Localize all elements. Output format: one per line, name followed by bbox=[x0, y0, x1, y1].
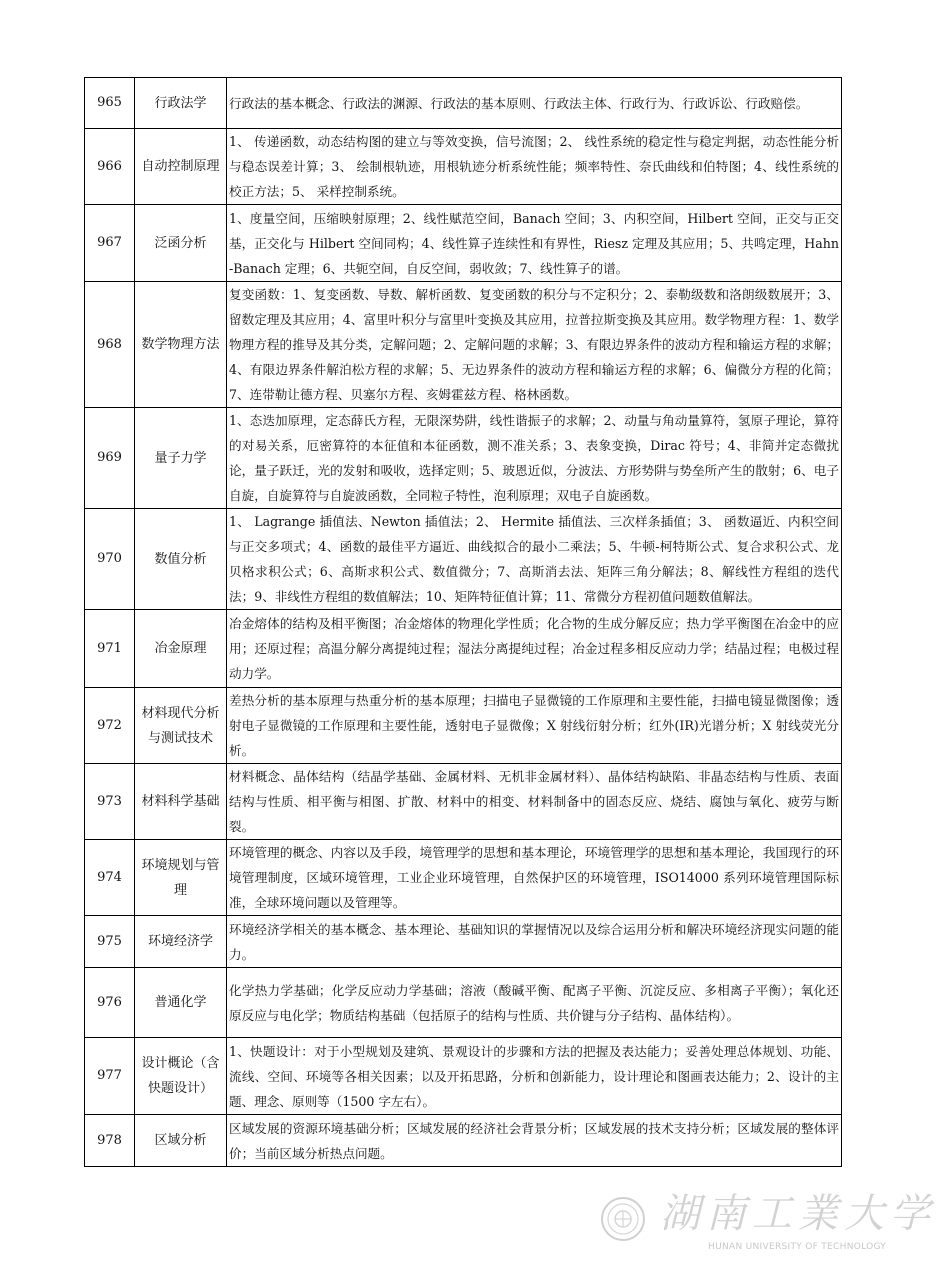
course-description: 1、 传递函数，动态结构图的建立与等效变换，信号流图；2、 线性系统的稳定性与稳定判据，动态性能分析与稳态误差计算；3、 绘制根轨迹，用根轨迹分析系统性能；频率特性、奈氏曲线和伯特图；4、线性系统的校正方法；5、 采样控制系统。 bbox=[227, 129, 842, 205]
course-description: 行政法的基本概念、行政法的渊源、行政法的基本原则、行政法主体、行政行为、行政诉讼、行政赔偿。 bbox=[227, 78, 842, 129]
course-description: 区域发展的资源环境基础分析；区域发展的经济社会背景分析；区域发展的技术支持分析；区域发展的整体评价；当前区域分析热点问题。 bbox=[227, 1115, 842, 1167]
course-description: 化学热力学基础；化学反应动力学基础；溶液（酸碱平衡、配离子平衡、沉淀反应、多相离子平衡）；氧化还原反应与电化学；物质结构基础（包括原子的结构与性质、共价键与分子结构、晶体结构）。 bbox=[227, 968, 842, 1038]
course-code: 971 bbox=[85, 610, 135, 688]
course-name: 材料现代分析与测试技术 bbox=[135, 688, 227, 764]
course-code: 978 bbox=[85, 1115, 135, 1167]
course-code: 973 bbox=[85, 764, 135, 840]
watermark-name: 湖南工業大学 bbox=[660, 1191, 936, 1237]
course-code: 975 bbox=[85, 916, 135, 968]
course-name: 普通化学 bbox=[135, 968, 227, 1038]
watermark-name-en: HUNAN UNIVERSITY OF TECHNOLOGY bbox=[708, 1242, 887, 1252]
table-row bbox=[85, 610, 842, 688]
table-row bbox=[85, 408, 842, 509]
course-name: 设计概论（含快题设计） bbox=[135, 1038, 227, 1115]
course-description: 1、 Lagrange 插值法、Newton 插值法；2、 Hermite 插值法、三次样条插值；3、 函数逼近、内积空间与正交多项式；4、函数的最佳平方逼近、曲线拟合的最小二乘法；5、牛顿-柯特斯公式、复合求积公式、龙贝格求积公式；6、高斯求积公式、数值微分；7、高斯消去法、矩阵三角分解法；8、解线性方程组的迭代法；9、非线性方程组的数值解法；10、矩阵特征值计算；11、常微分方程初值问题数值解法。 bbox=[227, 509, 842, 610]
syllabus-table bbox=[84, 77, 842, 1167]
table-row bbox=[85, 78, 842, 129]
course-code: 977 bbox=[85, 1038, 135, 1115]
table-row bbox=[85, 1038, 842, 1115]
course-description: 环境管理的概念、内容以及手段，境管理学的思想和基本理论，环境管理学的思想和基本理论，我国现行的环境管理制度，区域环境管理，工业企业环境管理，自然保护区的环境管理，ISO14000 系列环境管理国际标准，全球环境问题以及管理等。 bbox=[227, 840, 842, 916]
course-description: 复变函数：1、复变函数、导数、解析函数、复变函数的积分与不定积分；2、泰勒级数和洛朗级数展开；3、留数定理及其应用；4、富里叶积分与富里叶变换及其应用，拉普拉斯变换及其应用。数学物理方程：1、数学物理方程的推导及其分类，定解问题；2、定解问题的求解；3、有限边界条件的波动方程和输运方程的求解；4、有限边界条件解泊松方程的求解；5、无边界条件的波动方程和输运方程的求解；6、偏微分方程的化简；7、连带勒让德方程、贝塞尔方程、亥姆霍兹方程、格林函数。 bbox=[227, 282, 842, 408]
table-row bbox=[85, 1115, 842, 1167]
table-row bbox=[85, 205, 842, 282]
course-name: 数值分析 bbox=[135, 509, 227, 610]
course-description: 1、快题设计：对于小型规划及建筑、景观设计的步骤和方法的把握及表达能力；妥善处理总体规划、功能、流线、空间、环境等各相关因素；以及开拓思路，分析和创新能力，设计理论和图画表达能力；2、设计的主题、理念、原则等（1500 字左右）。 bbox=[227, 1038, 842, 1115]
course-code: 966 bbox=[85, 129, 135, 205]
course-name: 环境规划与管理 bbox=[135, 840, 227, 916]
course-name: 量子力学 bbox=[135, 408, 227, 509]
course-name: 区域分析 bbox=[135, 1115, 227, 1167]
course-name: 泛函分析 bbox=[135, 205, 227, 282]
table-row bbox=[85, 129, 842, 205]
course-name: 自动控制原理 bbox=[135, 129, 227, 205]
course-description: 1、态迭加原理，定态薛氏方程，无限深势阱，线性谐振子的求解；2、动量与角动量算符，氢原子理论，算符的对易关系，厄密算符的本征值和本征函数，测不准关系；3、表象变换，Dirac 符号；4、非简并定态微扰论，量子跃迁，光的发射和吸收，选择定则；5、玻恩近似，分波法、方形势阱与势垒所产生的散射；6、电子自旋，自旋算符与自旋波函数，全同粒子特性，泡利原理；双电子自旋函数。 bbox=[227, 408, 842, 509]
course-name: 冶金原理 bbox=[135, 610, 227, 688]
course-description: 差热分析的基本原理与热重分析的基本原理；扫描电子显微镜的工作原理和主要性能，扫描电镜显微图像；透射电子显微镜的工作原理和主要性能，透射电子显微像；X 射线衍射分析；红外(IR)光谱分析；X 射线荧光分析。 bbox=[227, 688, 842, 764]
course-name: 材料科学基础 bbox=[135, 764, 227, 840]
course-name: 行政法学 bbox=[135, 78, 227, 129]
course-code: 967 bbox=[85, 205, 135, 282]
course-code: 970 bbox=[85, 509, 135, 610]
table-row bbox=[85, 509, 842, 610]
course-code: 976 bbox=[85, 968, 135, 1038]
table-row bbox=[85, 282, 842, 408]
course-description: 1、度量空间，压缩映射原理；2、线性赋范空间，Banach 空间；3、内积空间，Hilbert 空间，正交与正交基，正交化与 Hilbert 空间同构；4、线性算子连续性和有界性，Riesz 定理及其应用；5、共鸣定理，Hahn-Banach 定理；6、共轭空间，自反空间，弱收敛；7、线性算子的谱。 bbox=[227, 205, 842, 282]
course-code: 968 bbox=[85, 282, 135, 408]
course-code: 974 bbox=[85, 840, 135, 916]
table-row bbox=[85, 968, 842, 1038]
course-code: 972 bbox=[85, 688, 135, 764]
course-name: 环境经济学 bbox=[135, 916, 227, 968]
university-seal-icon bbox=[600, 1196, 646, 1242]
table-row bbox=[85, 916, 842, 968]
course-description: 冶金熔体的结构及相平衡图；冶金熔体的物理化学性质；化合物的生成分解反应；热力学平衡图在冶金中的应用；还原过程；高温分解分离提纯过程；湿法分离提纯过程；冶金过程多相反应动力学；结晶过程；电极过程动力学。 bbox=[227, 610, 842, 688]
table-row bbox=[85, 840, 842, 916]
university-watermark bbox=[600, 1190, 936, 1260]
course-code: 969 bbox=[85, 408, 135, 509]
course-description: 材料概念、晶体结构（结晶学基础、金属材料、无机非金属材料）、晶体结构缺陷、非晶态结构与性质、表面结构与性质、相平衡与相图、扩散、材料中的相变、材料制备中的固态反应、烧结、腐蚀与氧化、疲劳与断裂。 bbox=[227, 764, 842, 840]
table-row bbox=[85, 688, 842, 764]
course-code: 965 bbox=[85, 78, 135, 129]
course-description: 环境经济学相关的基本概念、基本理论、基础知识的掌握情况以及综合运用分析和解决环境经济现实问题的能力。 bbox=[227, 916, 842, 968]
table-row bbox=[85, 764, 842, 840]
course-name: 数学物理方法 bbox=[135, 282, 227, 408]
